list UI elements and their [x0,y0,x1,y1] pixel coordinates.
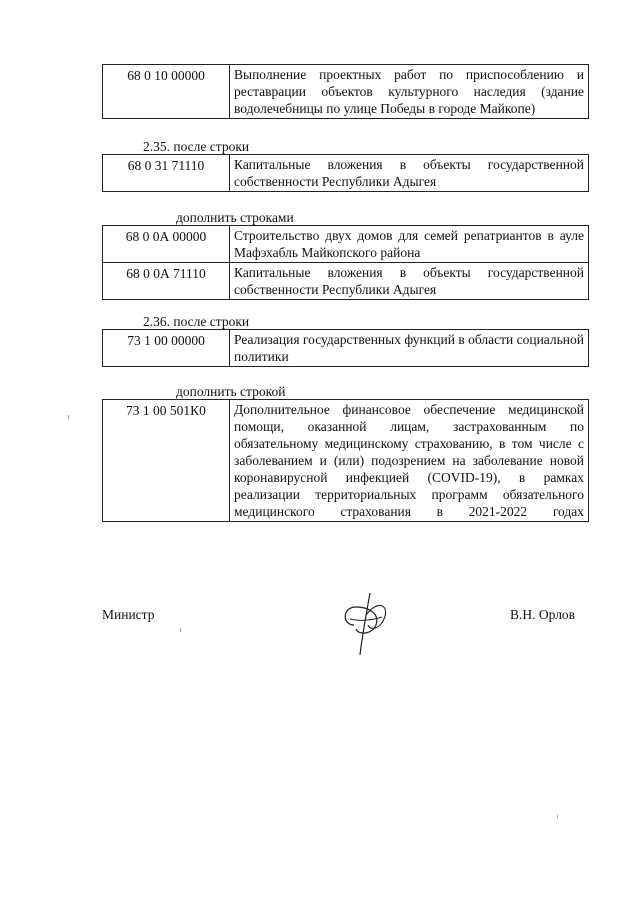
table-row [103,155,589,192]
budget-code: 68 0 10 00000 [103,65,230,119]
scan-mark [180,628,181,632]
item-description: Дополнительное финансовое обеспечение медицинской помощи, оказанной лицам, застрахованным по обязательному медицинскому страхованию, в том числе с заболеванием и (или) подозрением на заболевание новой коронавирусной инфекцией (COVID-19), в рамках реализации территориальных программ обязательного медицинского страхования в 2021-2022 годах [230,400,589,522]
table-row [103,65,589,119]
code-table-4 [102,329,589,367]
budget-code: 68 0 0А 00000 [103,226,230,263]
budget-code: 73 1 00 00000 [103,330,230,367]
signatory-name: В.Н. Орлов [510,607,576,622]
signatory-position: Министр [102,607,155,622]
budget-code: 68 0 0А 71110 [103,263,230,300]
add-row-caption: дополнить строкой [176,384,286,399]
table-row [103,400,589,522]
section-caption-2-35: 2.35. после строки [143,139,250,154]
code-table-5 [102,399,589,522]
budget-code: 73 1 00 501К0 [103,400,230,522]
table-row [103,330,589,367]
item-description: Выполнение проектных работ по приспособлению и реставрации объектов культурного наследия (здание водолечебницы по улице Победы в городе Майкопе) [230,65,589,119]
item-description: Капитальные вложения в объекты государственной собственности Республики Адыгея [230,263,589,300]
budget-code: 68 0 31 71110 [103,155,230,192]
item-description: Строительство двух домов для семей репатриантов в ауле Мафэхабль Майкопского района [230,226,589,263]
section-caption-2-36: 2.36. после строки [143,314,250,329]
handwritten-signature [336,585,396,660]
table-row [103,226,589,263]
add-rows-caption: дополнить строками [176,210,294,225]
scan-mark [68,415,69,419]
item-description: Реализация государственных функций в области социальной политики [230,330,589,367]
code-table-3 [102,225,589,300]
code-table-1 [102,64,589,119]
code-table-2 [102,154,589,192]
scan-mark [557,815,558,818]
item-description: Капитальные вложения в объекты государственной собственности Республики Адыгея [230,155,589,192]
table-row [103,263,589,300]
